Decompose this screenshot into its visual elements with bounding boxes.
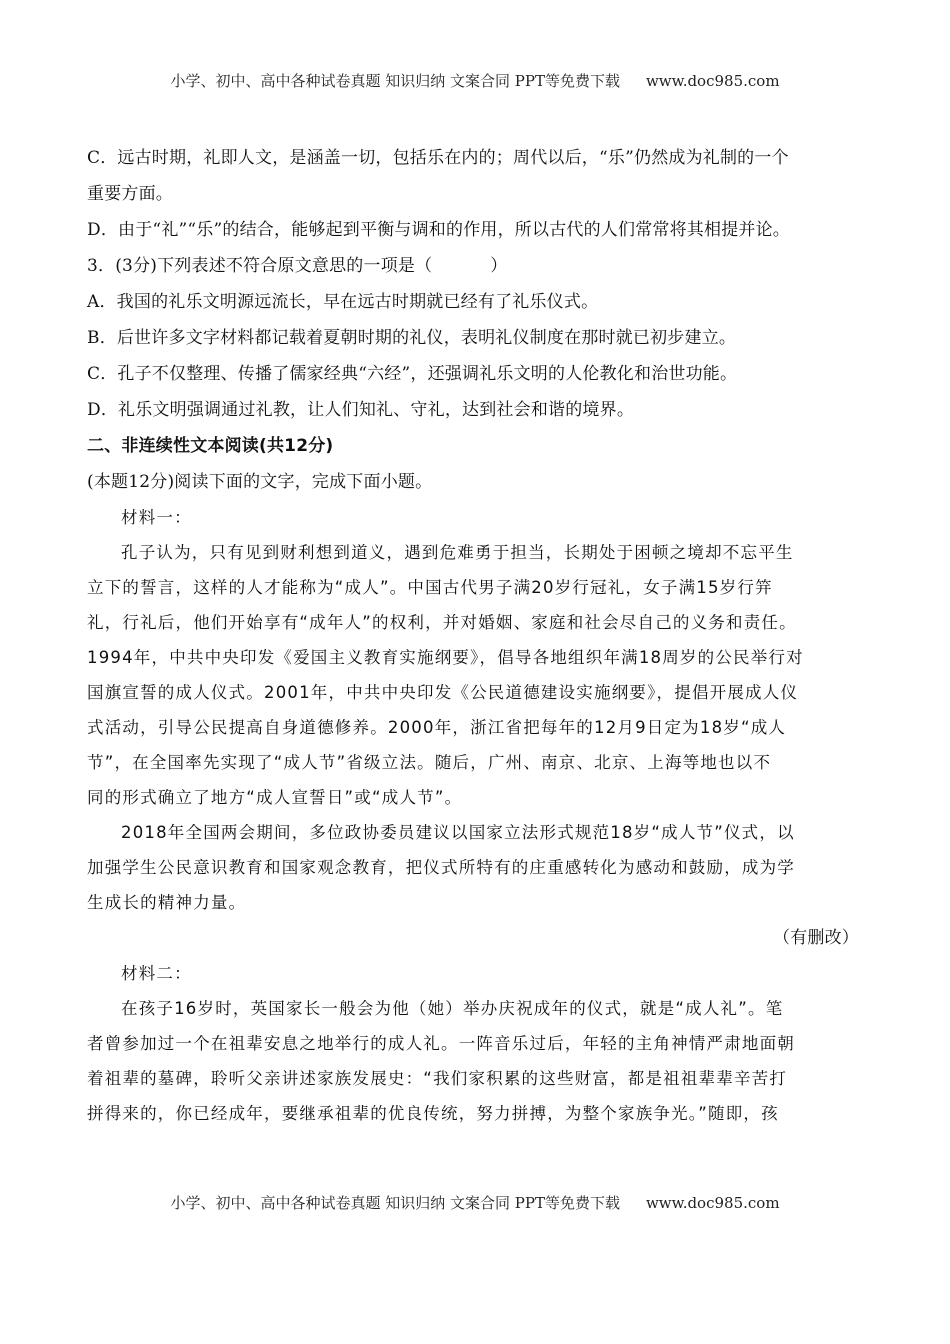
material-1-label: 材料一： [121, 508, 192, 527]
material-1-p2-line-2: 加强学生公民意识教育和国家观念教育，把仪式所特有的庄重感转化为感动和鼓励，成为学 [87, 858, 795, 877]
option-c-line-2: 重要方面。 [87, 184, 173, 204]
material-2-line-2: 者曾参加过一个在祖辈安息之地举行的成人礼。一阵音乐过后，年轻的主角神情严肃地面朝 [87, 1034, 795, 1053]
section-2-instruction: (本题12分)阅读下面的文字，完成下面小题。 [87, 472, 433, 492]
header-text: 小学、初中、高中各种试卷真题 知识归纳 文案合同 PPT等免费下载 [170, 72, 620, 90]
q3-option-a: A．我国的礼乐文明源远流长，早在远古时期就已经有了礼乐仪式。 [87, 292, 599, 312]
q3-option-c: C．孔子不仅整理、传播了儒家经典“六经”，还强调礼乐文明的人伦教化和治世功能。 [87, 364, 738, 384]
material-1-p1-line-8: 同的形式确立了地方“成人宣誓日”或“成人节”。 [87, 788, 463, 807]
material-1-p2-line-3: 生成长的精神力量。 [87, 893, 247, 912]
footer-text: 小学、初中、高中各种试卷真题 知识归纳 文案合同 PPT等免费下载 [170, 1194, 620, 1212]
material-1-p2-line-1: 2018年全国两会期间，多位政协委员建议以国家立法形式规范18岁“成人节”仪式，以 [121, 823, 795, 842]
material-2-line-4: 拼得来的，你已经成年，要继承祖辈的优良传统，努力拼搏，为整个家族争光。”随即，孩 [87, 1104, 779, 1123]
document-body [87, 143, 867, 1134]
material-1-p1-line-4: 1994年，中共中央印发《爱国主义教育实施纲要》，倡导各地组织年满18周岁的公民举行对 [87, 648, 804, 667]
question-3 [87, 251, 867, 287]
question-3-close: ） [490, 256, 508, 276]
material-2-line-3: 着祖辈的墓碑，聆听父亲讲述家族发展史：“我们家积累的这些财富，都是祖祖辈辈辛苦打 [87, 1069, 788, 1088]
material-1-p1-line-5: 国旗宣誓的成人仪式。2001年，中共中央印发《公民道德建设实施纲要》，提倡开展成人仪 [87, 683, 799, 702]
option-d-line: D．由于“礼”“乐”的结合，能够起到平衡与调和的作用，所以古代的人们常常将其相提并论。 [87, 220, 790, 240]
material-2-label: 材料二： [121, 964, 192, 983]
material-2-line-1: 在孩子16岁时，英国家长一般会为他（她）举办庆祝成年的仪式，就是“成人礼”。笔 [121, 999, 784, 1018]
edited-note: （有删改） [773, 928, 859, 948]
material-1-p1-line-3: 礼，行礼后，他们开始享有“成年人”的权利，并对婚姻、家庭和社会尽自己的义务和责任。 [87, 613, 797, 632]
q3-option-d: D．礼乐文明强调通过礼教，让人们知礼、守礼，达到社会和谐的境界。 [87, 400, 635, 420]
page-header [0, 70, 950, 91]
header-site-link[interactable]: www.doc985.com [645, 72, 780, 90]
section-2-heading: 二、非连续性文本阅读(共12分) [87, 436, 334, 456]
material-1-p1-line-1: 孔子认为，只有见到财利想到道义，遇到危难勇于担当，长期处于困顿之境却不忘平生 [121, 543, 794, 562]
option-c-line-1: C．远古时期，礼即人文，是涵盖一切，包括乐在内的；周代以后，“乐”仍然成为礼制的一个 [87, 148, 789, 168]
material-1-p1-line-6: 式活动，引导公民提高自身道德修养。2000年，浙江省把每年的12月9日定为18岁“成人 [87, 718, 787, 737]
footer-site-link[interactable]: www.doc985.com [645, 1194, 780, 1212]
material-1-p1-line-7: 节”，在全国率先实现了“成人节”省级立法。随后，广州、南京、北京、上海等地也以不 [87, 753, 772, 772]
page-footer [0, 1192, 950, 1213]
material-1-p1-line-2: 立下的誓言，这样的人才能称为“成人”。中国古代男子满20岁行冠礼，女子满15岁行笄 [87, 578, 773, 597]
question-3-text: 3．(3分)下列表述不符合原文意思的一项是（ [87, 256, 433, 276]
q3-option-b: B．后世许多文字材料都记载着夏朝时期的礼仪，表明礼仪制度在那时就已初步建立。 [87, 328, 737, 348]
